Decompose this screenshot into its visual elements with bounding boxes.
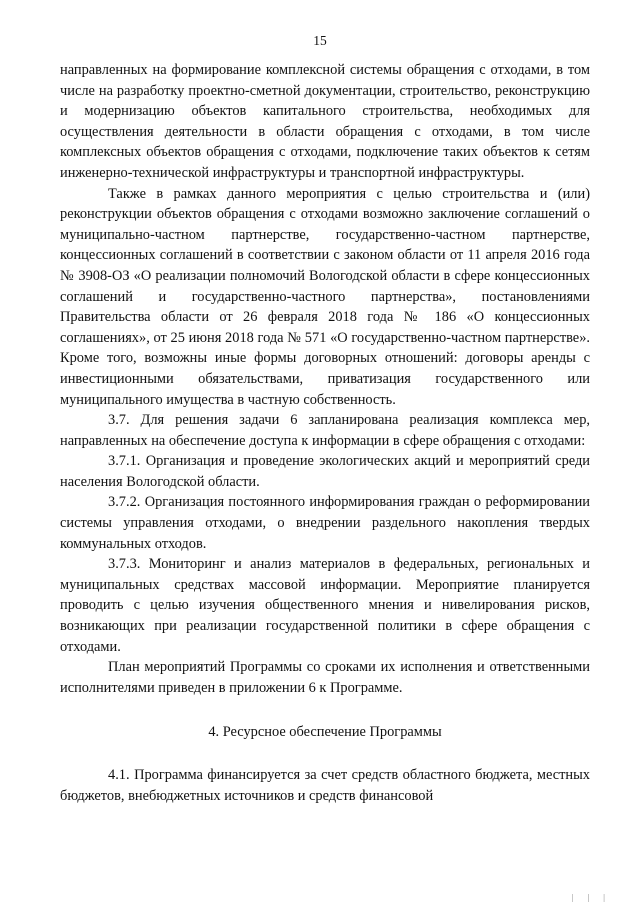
document-body xyxy=(60,60,590,806)
scan-mark: | | | xyxy=(572,893,611,902)
paragraph-1: направленных на формирование комплексной системы обращения с отходами, в том числе на разработку проектно-сметной документации, строительство, реконструкцию и модернизацию объектов капитального строительства, необходимых для осуществления деятельности в области обращения с отходами, в том числе комплексных объектов обращения с отходами, подключение таких объектов к сетям инженерно-технической инфраструктуры и транспортной инфраструктуры. xyxy=(60,62,590,181)
paragraph-plan: План мероприятий Программы со сроками их исполнения и ответственными исполнителями приведен в приложении 6 к Программе. xyxy=(60,659,590,696)
paragraph-3-7-3: 3.7.3. Мониторинг и анализ материалов в федеральных, региональных и муниципальных средствах массовой информации. Мероприятие планируется проводить с целью изучения общественного мнения и нивелирования рисков, возникающих при реализации государственной политики в сфере обращения с отходами. xyxy=(60,556,590,655)
paragraph-2: Также в рамках данного мероприятия с целью строительства и (или) реконструкции объектов обращения с отходами возможно заключение соглашений о муниципально-частном партнерстве, государственно-частном партнерстве, концессионных соглашений в соответствии с законом области от 11 апреля 2016 года № 3908-ОЗ «О реализации полномочий Вологодской области в сфере концессионных соглашений и государственно-частного партнерства», постановлениями Правительства области от 26 февраля 2018 года № 186 «О концессионных соглашениях», от 25 июня 2018 года № 571 «О государственно-частном партнерстве». Кроме того, возможны иные формы договорных отношений: договоры аренды с инвестиционными обязательствами, приватизация государственного или муниципального имущества в частную собственность. xyxy=(60,185,590,408)
paragraph-3-7-2: 3.7.2. Организация постоянного информирования граждан о реформировании системы управления отходами, о внедрении раздельного накопления твердых коммунальных отходов. xyxy=(60,494,590,552)
section-heading: 4. Ресурсное обеспечение Программы xyxy=(208,724,442,741)
paragraph-3-7-1: 3.7.1. Организация и проведение экологических акций и мероприятий среди населения Вологодской области. xyxy=(60,453,590,490)
paragraph-4-1: 4.1. Программа финансируется за счет средств областного бюджета, местных бюджетов, внебюджетных источников и средств финансовой xyxy=(60,767,590,804)
page-number: 15 xyxy=(313,33,327,48)
paragraph-3-7: 3.7. Для решения задачи 6 запланирована реализация комплекса мер, направленных на обеспечение доступа к информации в сфере обращения с отходами: xyxy=(60,412,590,449)
